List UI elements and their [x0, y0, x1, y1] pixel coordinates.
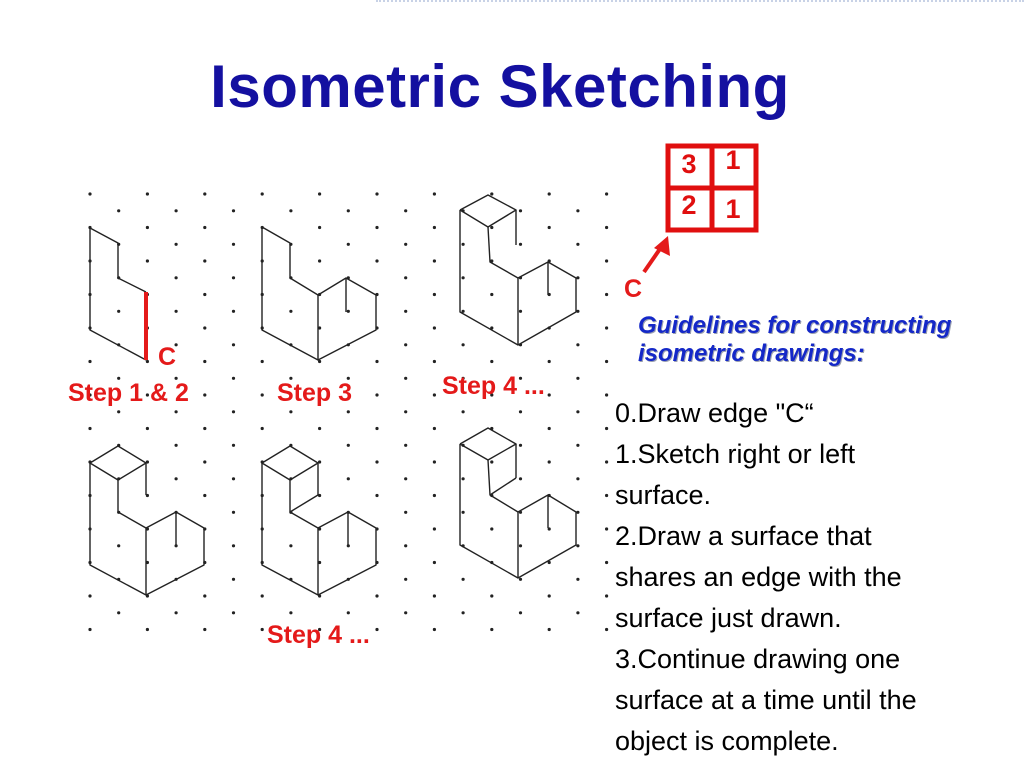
grid-dot: [347, 444, 350, 447]
grid-dot: [289, 209, 292, 212]
grid-dot: [462, 276, 465, 279]
grid-dot: [375, 628, 378, 631]
grid-dot: [548, 460, 551, 463]
grid-dot: [548, 393, 551, 396]
grid-dot: [576, 477, 579, 480]
grid-dot: [433, 494, 436, 497]
grid-dot: [462, 611, 465, 614]
grid-dot: [375, 393, 378, 396]
step-line: shares an edge with the: [615, 562, 902, 592]
grid-dot: [375, 494, 378, 497]
grid-dot: [88, 427, 91, 430]
grid-dot: [576, 209, 579, 212]
grid-dot: [318, 427, 321, 430]
grid-dot: [232, 611, 235, 614]
step-line: object is complete.: [615, 726, 839, 756]
grid-dot: [261, 427, 264, 430]
grid-dot: [433, 594, 436, 597]
grid-dot: [175, 410, 178, 413]
grid-dot: [232, 377, 235, 380]
grid-dot: [175, 276, 178, 279]
grid-dot: [146, 192, 149, 195]
grid-dot: [605, 393, 608, 396]
guidelines-heading-line-2: isometric drawings:: [638, 340, 865, 367]
step-4-upper-label: Step 4 ...: [442, 372, 545, 400]
grid-dot: [404, 477, 407, 480]
grid-dot: [203, 293, 206, 296]
step-line: surface just drawn.: [615, 603, 842, 633]
grid-dot: [375, 594, 378, 597]
grid-dot: [203, 259, 206, 262]
grid-dot: [375, 360, 378, 363]
step-4-lower-label: Step 4 ...: [267, 621, 370, 649]
grid-dot: [576, 611, 579, 614]
grid-dot: [605, 561, 608, 564]
grid-dot: [261, 360, 264, 363]
grid-dot: [490, 594, 493, 597]
grid-dot: [318, 192, 321, 195]
grid-dot: [576, 377, 579, 380]
grid-dot: [289, 310, 292, 313]
step-line: 0.Draw edge "C“: [615, 398, 814, 428]
grid-dot: [404, 410, 407, 413]
grid-dot: [146, 226, 149, 229]
grid-dot: [117, 410, 120, 413]
grid-dot: [347, 310, 350, 313]
grid-dot: [605, 460, 608, 463]
grid-dot: [117, 209, 120, 212]
grid-dot: [261, 628, 264, 631]
grid-cell-top-right: 1: [725, 145, 741, 175]
grid-dot: [203, 393, 206, 396]
grid-cell-bottom-left: 2: [681, 190, 697, 220]
grid-dot: [375, 192, 378, 195]
grid-dot: [519, 611, 522, 614]
steps-list: [615, 393, 1015, 762]
grid-dot: [261, 393, 264, 396]
grid-dot: [175, 243, 178, 246]
guidelines-heading-line-1: Guidelines for constructing: [638, 312, 952, 339]
grid-dot: [175, 611, 178, 614]
page-title: Isometric Sketching: [210, 53, 790, 120]
grid-dot: [519, 410, 522, 413]
grid-dot: [203, 326, 206, 329]
grid-dot: [433, 226, 436, 229]
sketch-step-4d: [460, 428, 576, 578]
grid-dot: [404, 276, 407, 279]
grid-dot: [404, 209, 407, 212]
grid-dot: [576, 511, 579, 514]
grid-dot: [232, 444, 235, 447]
grid-dot: [576, 410, 579, 413]
grid-dot: [576, 310, 579, 313]
isometric-sketch-panel: [60, 170, 660, 650]
step-line: 1.Sketch right or left: [615, 439, 856, 469]
grid-dot: [88, 192, 91, 195]
grid-dot: [203, 192, 206, 195]
grid-dot: [404, 310, 407, 313]
grid-dot: [548, 360, 551, 363]
grid-dot: [232, 243, 235, 246]
grid-dot: [548, 192, 551, 195]
grid-dot: [462, 477, 465, 480]
grid-dot: [232, 343, 235, 346]
sketch-step-4b: [90, 446, 204, 595]
grid-dot: [375, 427, 378, 430]
grid-dot: [261, 192, 264, 195]
grid-dot: [203, 226, 206, 229]
grid-dot: [490, 527, 493, 530]
grid-dot: [232, 578, 235, 581]
sketch-step-4c: [262, 446, 376, 595]
grid-dot: [605, 192, 608, 195]
grid-dot: [519, 243, 522, 246]
grid-dot: [404, 243, 407, 246]
grid-dot: [232, 310, 235, 313]
grid-dot: [605, 594, 608, 597]
grid-dot: [490, 192, 493, 195]
grid-dot: [462, 410, 465, 413]
grid-dot: [117, 310, 120, 313]
grid-dot: [203, 494, 206, 497]
grid-dot: [462, 578, 465, 581]
grid-dot: [519, 578, 522, 581]
grid-dot: [375, 460, 378, 463]
grid-dot: [146, 628, 149, 631]
grid-dot: [490, 293, 493, 296]
grid-dot: [88, 628, 91, 631]
grid-dot: [433, 561, 436, 564]
dot-grid: [88, 192, 608, 631]
grid-dot: [605, 360, 608, 363]
grid-dot: [232, 477, 235, 480]
grid-dot: [203, 360, 206, 363]
grid-dot: [433, 527, 436, 530]
grid-dot: [490, 460, 493, 463]
grid-dot: [490, 628, 493, 631]
grid-dot: [404, 611, 407, 614]
grid-dot: [433, 460, 436, 463]
grid-dot: [175, 310, 178, 313]
top-dotted-rule: [376, 0, 1024, 4]
grid-dot: [576, 544, 579, 547]
grid-dot: [605, 628, 608, 631]
grid-dot: [88, 360, 91, 363]
grid-cell-top-left: 3: [681, 149, 697, 179]
grid-dot: [203, 460, 206, 463]
grid-dot: [232, 276, 235, 279]
edge-c-label: C: [158, 343, 177, 371]
grid-dot: [548, 594, 551, 597]
grid-dot: [404, 511, 407, 514]
sketch-step-4a: [460, 195, 576, 345]
grid-dot: [605, 293, 608, 296]
grid-dot: [175, 444, 178, 447]
step-line: 3.Continue drawing one: [615, 644, 901, 674]
step-line: 2.Draw a surface that: [615, 521, 872, 551]
grid-dot: [548, 628, 551, 631]
grid-dot: [404, 343, 407, 346]
grid-dot: [203, 594, 206, 597]
grid-dot: [605, 527, 608, 530]
grid-dot: [347, 477, 350, 480]
grid-dot: [519, 544, 522, 547]
grid-dot: [146, 259, 149, 262]
grid-dot: [519, 444, 522, 447]
grid-dot: [605, 427, 608, 430]
grid-dot: [146, 360, 149, 363]
grid-dot: [375, 226, 378, 229]
step-line: surface.: [615, 480, 712, 510]
grid-dot: [433, 259, 436, 262]
grid-dot: [318, 226, 321, 229]
grid-dot: [548, 427, 551, 430]
grid-dot: [347, 209, 350, 212]
grid-dot: [289, 544, 292, 547]
grid-dot: [289, 611, 292, 614]
grid-dot: [605, 494, 608, 497]
grid-dot: [576, 276, 579, 279]
grid-dot: [490, 226, 493, 229]
grid-dot: [175, 477, 178, 480]
sketch-step-1-2: [90, 228, 146, 360]
grid-corner-c-label: C: [624, 275, 643, 303]
grid-dot: [347, 611, 350, 614]
grid-dot: [548, 226, 551, 229]
grid-dot: [605, 226, 608, 229]
grid-dot: [519, 477, 522, 480]
grid-dot: [347, 243, 350, 246]
grid-dot: [462, 343, 465, 346]
grid-dot: [519, 209, 522, 212]
grid-dot: [404, 544, 407, 547]
grid-dot: [576, 444, 579, 447]
step-1-2-label: Step 1 & 2: [68, 379, 189, 407]
grid-dot: [375, 259, 378, 262]
grid-dot: [404, 444, 407, 447]
step-3-label: Step 3: [277, 379, 353, 407]
grid-dot: [462, 243, 465, 246]
grid-dot: [576, 243, 579, 246]
grid-dot: [203, 628, 206, 631]
grid-dot: [261, 594, 264, 597]
grid-dot: [576, 578, 579, 581]
grid-dot: [605, 259, 608, 262]
grid-cell-bottom-right: 1: [725, 194, 741, 224]
grid-dot: [433, 360, 436, 363]
grid-dot: [289, 410, 292, 413]
grid-dot: [433, 427, 436, 430]
guidelines-heading: [638, 312, 1018, 368]
grid-dot: [347, 410, 350, 413]
grid-dot: [88, 594, 91, 597]
grid-dot: [433, 293, 436, 296]
grid-dot: [232, 410, 235, 413]
grid-dot: [404, 377, 407, 380]
grid-dot: [433, 628, 436, 631]
grid-dot: [232, 209, 235, 212]
grid-dot: [519, 310, 522, 313]
grid-dot: [175, 209, 178, 212]
grid-dot: [318, 259, 321, 262]
grid-dot: [576, 343, 579, 346]
grid-dot: [490, 360, 493, 363]
grid-dot: [117, 611, 120, 614]
grid-dot: [433, 192, 436, 195]
grid-dot: [117, 544, 120, 547]
grid-dot: [146, 427, 149, 430]
grid-dot: [203, 427, 206, 430]
grid-dot: [232, 544, 235, 547]
grid-dot: [433, 326, 436, 329]
grid-dot: [404, 578, 407, 581]
grid-dot: [232, 511, 235, 514]
grid-dot: [605, 326, 608, 329]
corner-arrow-icon: [636, 230, 686, 280]
grid-dot: [433, 393, 436, 396]
grid-dot: [462, 511, 465, 514]
step-line: surface at a time until the: [615, 685, 917, 715]
